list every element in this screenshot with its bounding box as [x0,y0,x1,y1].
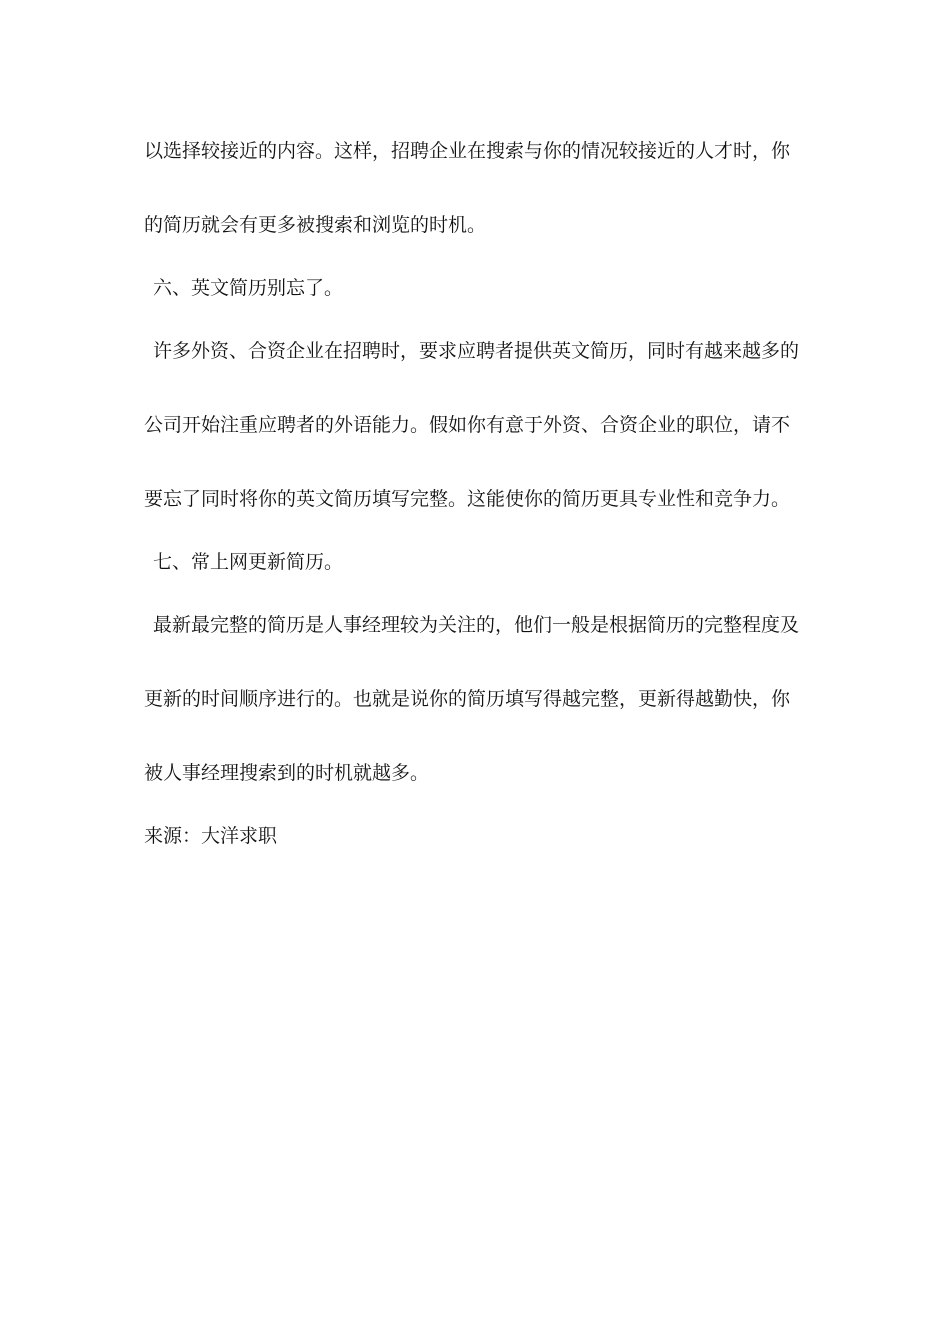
paragraph-line: 要忘了同时将你的英文简历填写完整。这能使你的简历更具专业性和竞争力。 [144,488,791,510]
paragraph-line: 公司开始注重应聘者的外语能力。假如你有意于外资、合资企业的职位，请不 [144,414,791,436]
paragraph-line: 以选择较接近的内容。这样，招聘企业在搜索与你的情况较接近的人才时，你 [144,140,791,162]
paragraph-line: 的简历就会有更多被搜索和浏览的时机。 [144,214,487,236]
paragraph-line: 最新最完整的简历是人事经理较为关注的，他们一般是根据简历的完整程度及 [153,614,800,636]
section-heading: 七、常上网更新简历。 [153,551,344,573]
source-credit: 来源：大洋求职 [144,825,278,847]
section-heading: 六、英文简历别忘了。 [153,277,344,299]
paragraph-line: 更新的时间顺序进行的。也就是说你的简历填写得越完整，更新得越勤快，你 [144,688,791,710]
paragraph-line: 许多外资、合资企业在招聘时，要求应聘者提供英文简历，同时有越来越多的 [153,340,800,362]
paragraph-line: 被人事经理搜索到的时机就越多。 [144,762,430,784]
